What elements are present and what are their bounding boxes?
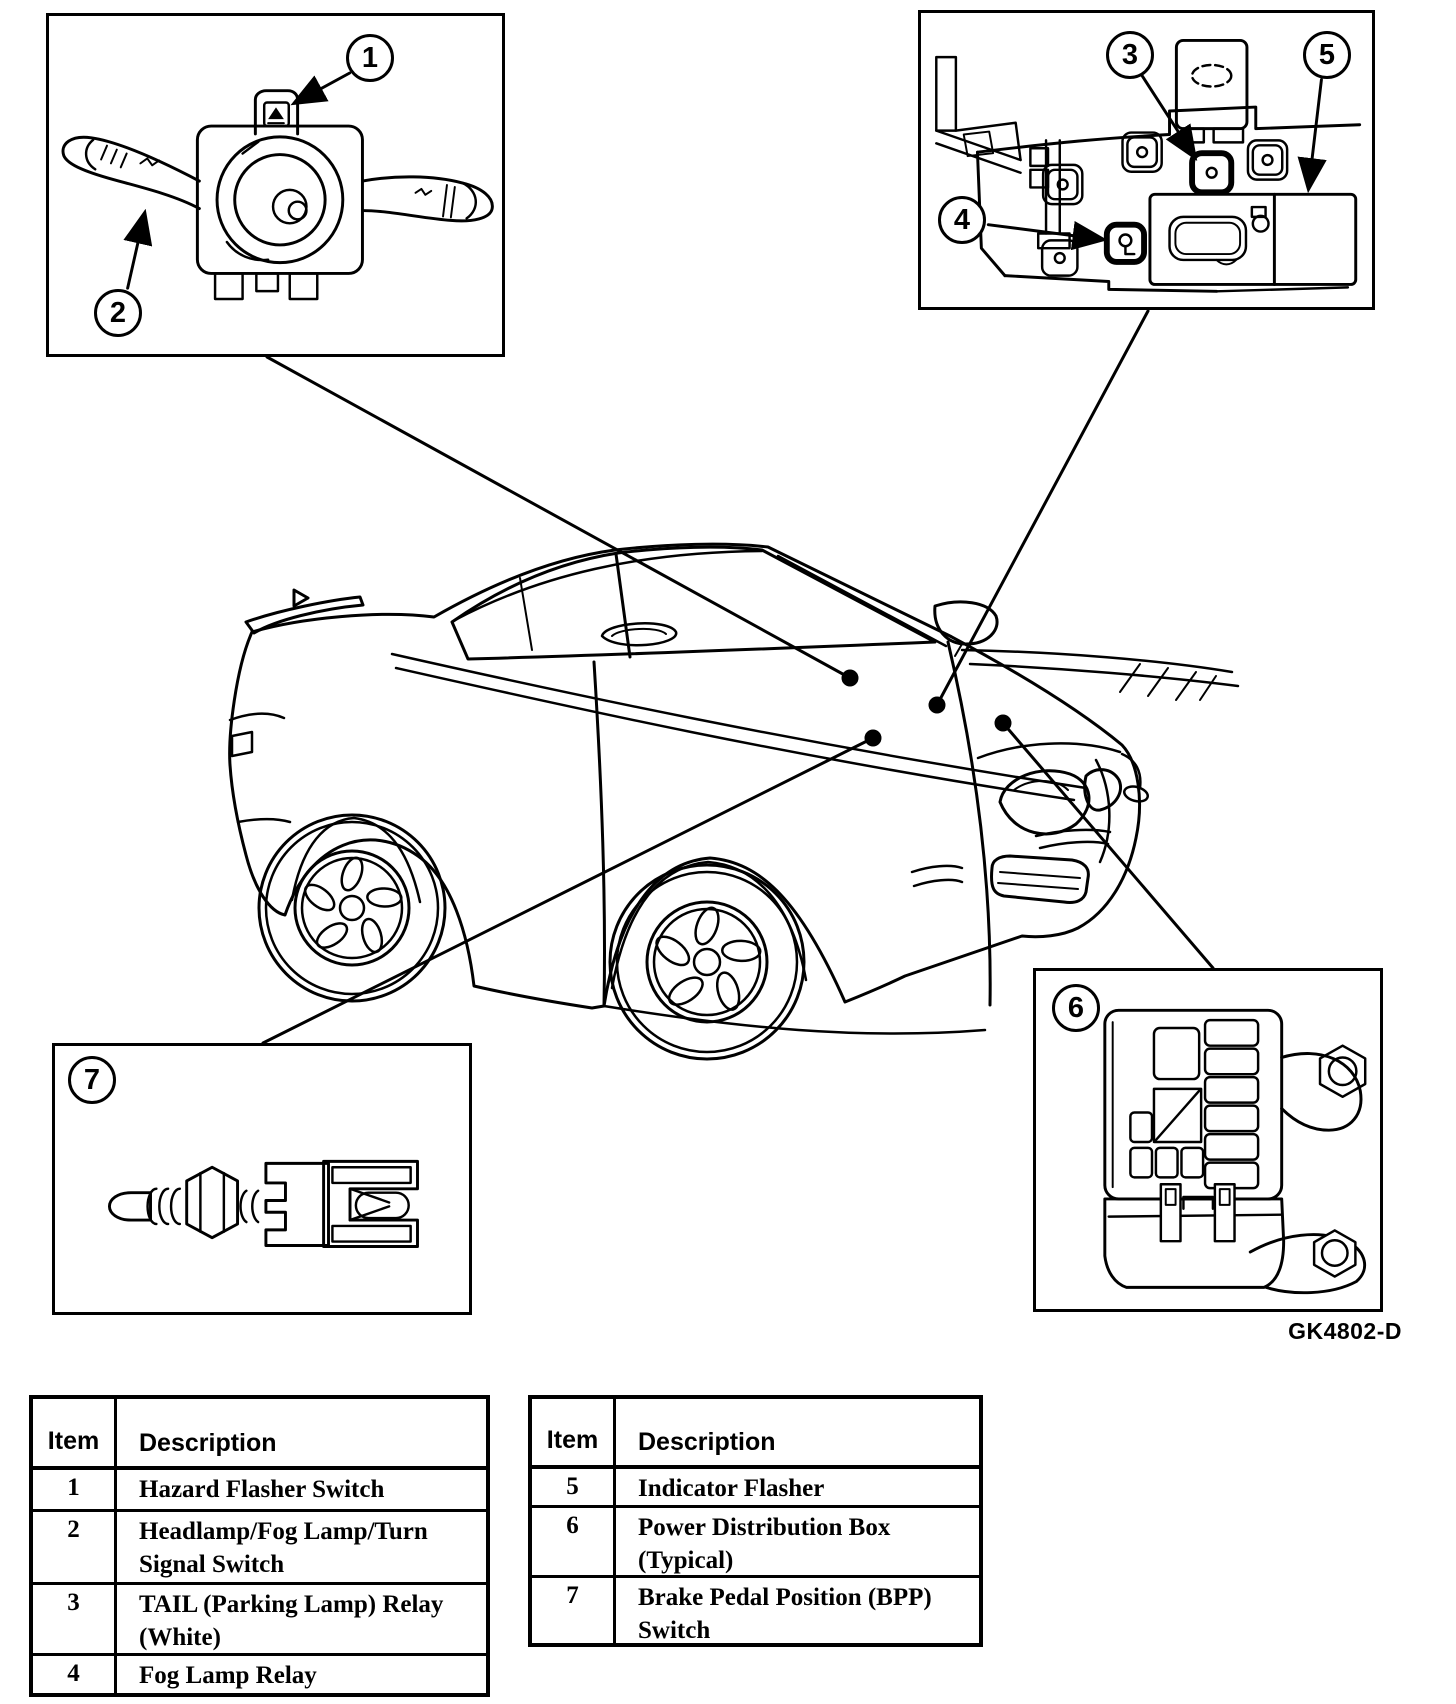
column-header-description: Description	[638, 1428, 776, 1456]
item-description: Brake Pedal Position (BPP) Switch	[638, 1584, 932, 1644]
item-number: 2	[33, 1512, 117, 1582]
item-number: 1	[33, 1470, 117, 1509]
item-number: 5	[532, 1469, 616, 1505]
callout-4-number: 4	[953, 203, 971, 236]
callout-2	[94, 289, 142, 337]
item-description: TAIL (Parking Lamp) Relay (White)	[139, 1591, 444, 1651]
column-header-description: Description	[139, 1429, 277, 1457]
item-description: Power Distribution Box (Typical)	[638, 1514, 891, 1574]
item-description: Fog Lamp Relay	[139, 1662, 317, 1689]
column-header-item: Item	[532, 1399, 616, 1465]
callout-4	[938, 196, 986, 244]
table-row	[33, 1582, 486, 1653]
item-number: 6	[532, 1508, 616, 1575]
bpp-switch-drawing	[55, 1046, 469, 1312]
table-header-row	[532, 1399, 979, 1466]
item-number: 7	[532, 1578, 616, 1643]
table-row	[33, 1467, 486, 1509]
callout-2-number: 2	[109, 296, 127, 329]
item-description: Headlamp/Fog Lamp/Turn Signal Switch	[139, 1518, 428, 1578]
column-header-item: Item	[33, 1399, 117, 1466]
callout-3	[1106, 31, 1154, 79]
callout-3-number: 3	[1121, 38, 1139, 71]
item-description: Indicator Flasher	[638, 1475, 825, 1502]
legend-table-right	[528, 1395, 983, 1647]
callout-7	[68, 1056, 116, 1104]
callout-7-number: 7	[83, 1063, 101, 1096]
item-number: 4	[33, 1656, 117, 1695]
legend-table-left	[29, 1395, 490, 1697]
callout-6-number: 6	[1067, 991, 1085, 1024]
callout-5	[1303, 31, 1351, 79]
table-row	[532, 1466, 979, 1505]
callout-6	[1052, 984, 1100, 1032]
callout-5-number: 5	[1318, 38, 1336, 71]
leader-lines	[263, 311, 1213, 1043]
table-row	[33, 1509, 486, 1582]
table-row	[532, 1575, 979, 1643]
callout-1-number: 1	[361, 41, 379, 74]
item-description: Hazard Flasher Switch	[139, 1476, 385, 1503]
table-row	[33, 1653, 486, 1695]
callout-1	[346, 34, 394, 82]
item-number: 3	[33, 1585, 117, 1653]
figure-code: GK4802-D	[1288, 1318, 1402, 1344]
table-header-row	[33, 1399, 486, 1467]
table-row	[532, 1505, 979, 1575]
front-wheel	[610, 865, 804, 1059]
